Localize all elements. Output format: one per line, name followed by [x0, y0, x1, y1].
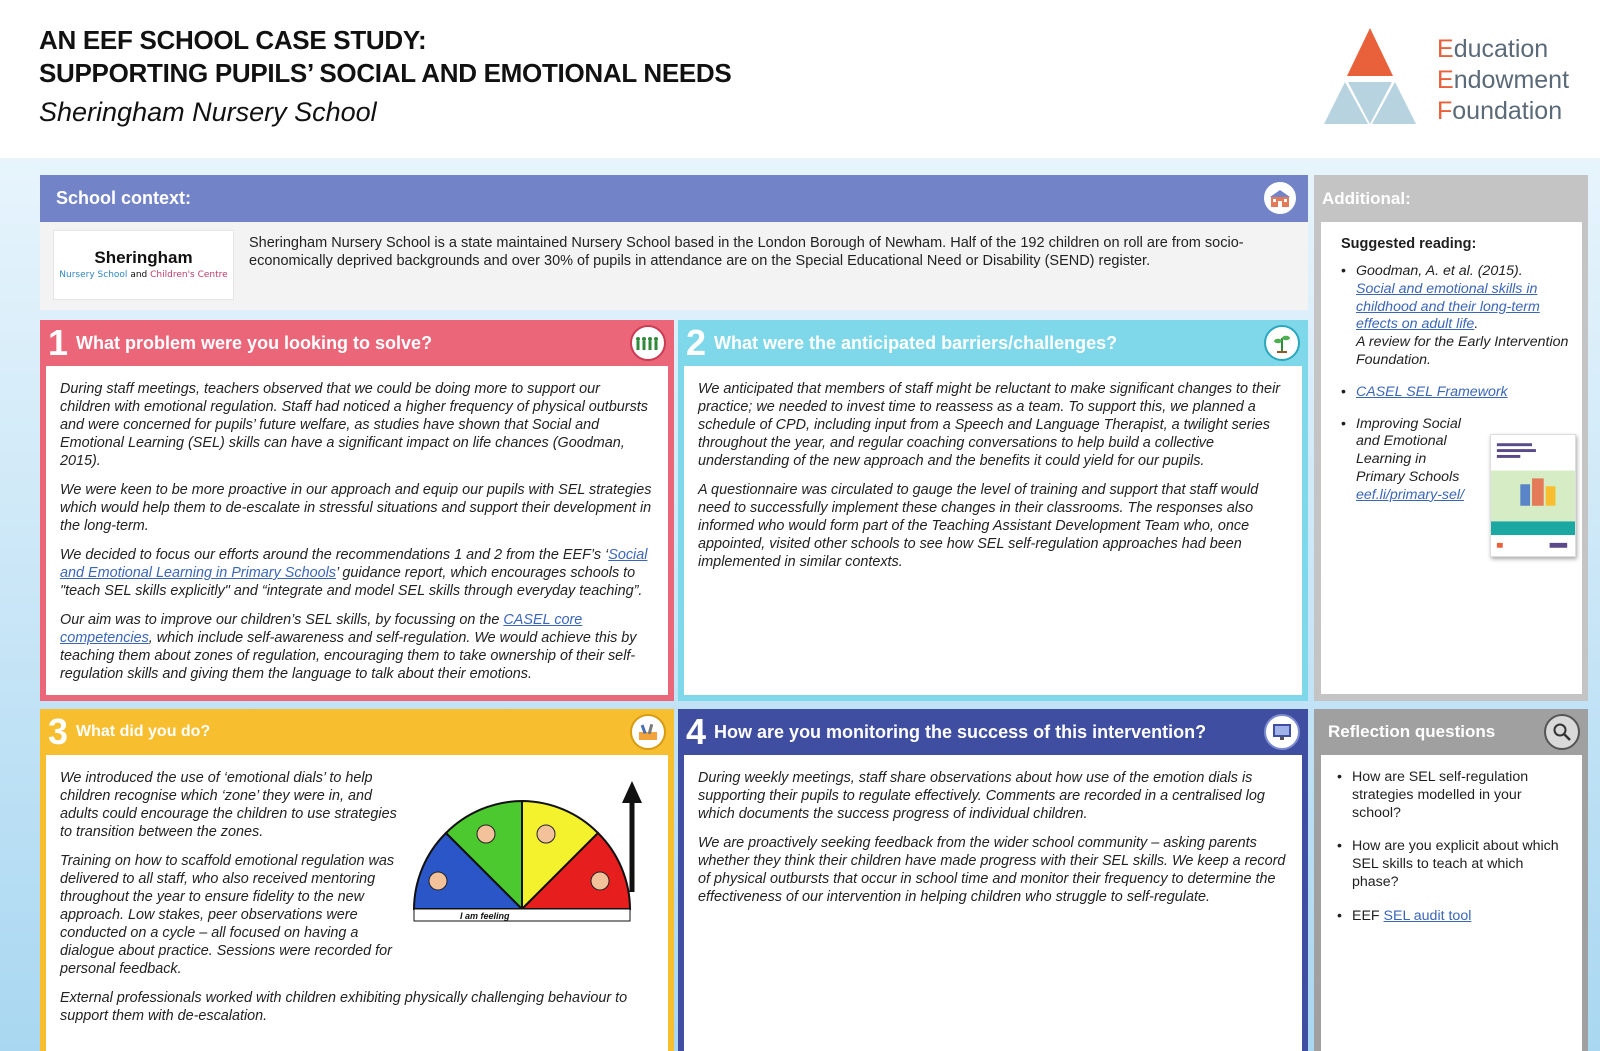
q1-paragraph-2: We were keen to be more proactive in our approach and equip our pupils with SEL strategies which would help them to de-escalate in stressful situations and support their development in the long-term.	[60, 482, 652, 534]
q1-paragraph-4: Our aim was to improve our children’s SEL skills, by focussing on the CASEL core competencies, which include self-awareness and self-regulation. We would achieve this by teaching them about zones of regulation, encouraging them to take ownership of their self-regulation skills and giving them the language to talk about their emotions.	[60, 612, 637, 682]
question-3-heading: What did you do?	[76, 723, 211, 740]
question-3-header	[40, 709, 674, 755]
question-1-number: 1	[48, 322, 69, 363]
reflection-heading: Reflection questions	[1328, 722, 1496, 741]
q3-paragraph-2: Training on how to scaffold emotional regulation was delivered to all staff, who also received mentoring throughout the year to ensure fidelity to the new approach. Low stakes, peer observations were conducted on a cycle – all focused on having a dialogue about practice. Sessions were recorded for personal feedback.	[60, 853, 395, 977]
additional-heading: Additional:	[1322, 188, 1411, 208]
emotional-dial-graphic	[410, 767, 650, 925]
reflection-question-2: • How are you explicit about which SEL skills to teach at which phase?	[1337, 838, 1567, 891]
goodman-link[interactable]: Social and emotional skills in childhood and their long-term effects on adult life	[1356, 280, 1540, 333]
reflection-question-3: • EEF SEL audit tool	[1337, 908, 1567, 926]
sel-audit-tool-link[interactable]: SEL audit tool	[1383, 907, 1472, 924]
school-name: Sheringham Nursery School	[39, 97, 377, 127]
q1-paragraph-3: We decided to focus our efforts around the recommendations 1 and 2 from the EEF’s ‘Social and Emotional Learning in Primary Schools’ guidance report, which encourages schools to "teach SEL skills explicitly" and “integrate and model SEL skills through everyday teaching”.	[60, 547, 648, 599]
question-4-header	[678, 709, 1308, 755]
reading-item-eef-guidance: • Improving Social and Emotional Learning in Primary Schools eef.li/primary-sel/	[1341, 416, 1471, 505]
question-3-panel	[40, 709, 674, 1051]
question-4-heading: How are you monitoring the success of this intervention?	[714, 721, 1207, 742]
reading-item-goodman: • Goodman, A. et al. (2015). Social and emotional skills in childhood and their long-term effects on adult life. A review for the Early Intervention Foundation.	[1341, 263, 1576, 370]
additional-content	[1321, 222, 1582, 694]
magnifier-icon	[1544, 714, 1580, 750]
reflection-questions-list	[1337, 769, 1567, 942]
question-3-number: 3	[48, 711, 69, 752]
additional-header	[1314, 175, 1588, 222]
page-header	[0, 0, 1600, 158]
additional-panel	[1314, 175, 1588, 701]
school-context-panel	[40, 175, 1308, 310]
people-icon	[630, 325, 666, 361]
question-2-number: 2	[686, 322, 707, 363]
question-1-heading: What problem were you looking to solve?	[76, 332, 433, 353]
question-1-header	[40, 320, 674, 366]
monitor-icon	[1264, 714, 1300, 750]
sel-guidance-report-link[interactable]: Social and Emotional Learning in Primary Schools	[60, 547, 648, 581]
reflection-panel	[1314, 709, 1588, 1051]
school-icon	[1262, 180, 1298, 216]
reflection-content	[1321, 755, 1582, 1051]
plant-icon	[1264, 325, 1300, 361]
reflection-question-1: • How are SEL self-regulation strategies modelled in your school?	[1337, 769, 1567, 822]
question-4-panel	[678, 709, 1308, 1051]
eef-logo-icon	[1320, 24, 1420, 128]
school-context-header	[40, 175, 1308, 222]
question-2-heading: What were the anticipated barriers/challenges?	[714, 332, 1118, 353]
question-2-panel	[678, 320, 1308, 701]
question-1-panel	[40, 320, 674, 701]
school-context-text: Sheringham Nursery School is a state maintained Nursery School based in the London Borough of Newham. Half of the 192 children on roll are from socio-economically deprived backgrounds and over 30% of pupils in attendance are on the Special Educational Need or Disability (SEND) register.	[249, 235, 1244, 269]
guidance-report-cover-image	[1490, 434, 1576, 557]
question-4-body	[684, 755, 1302, 1051]
sheringham-logo: Sheringham Nursery School and Children's Centre	[53, 230, 234, 300]
q2-paragraph-1: We anticipated that members of staff might be reluctant to make significant changes to their practice; we needed to invest time to reassess as a team. To support this, we planned a schedule of CPD, including input from a Speech and Language Therapist, a twilight series throughout the year, and regular coaching conversations to help build a collective understanding of the new approach and the benefits it could yield for our pupils.	[698, 381, 1281, 469]
emotional-dial-image	[410, 767, 650, 925]
page-title-line1: AN EEF SCHOOL CASE STUDY:	[39, 25, 427, 55]
school-context-heading: School context:	[56, 188, 192, 208]
eef-logo-text: Education Endowment Foundation	[1437, 35, 1570, 125]
tools-icon	[630, 714, 666, 750]
q3-paragraph-1: We introduced the use of ‘emotional dials’ to help children recognise which ‘zone’ they were in, and adults could encourage the children to use strategies to transition between the zones.	[60, 770, 397, 840]
reading-item-casel	[1341, 384, 1576, 402]
q4-paragraph-1: During weekly meetings, staff share observations about how use of the emotion dials is supporting their pupils to regulate effectively. Comments are recorded in a centralised log which documents the success progress of individual children.	[698, 770, 1265, 822]
question-2-header	[678, 320, 1308, 366]
suggested-reading-title: Suggested reading:	[1341, 236, 1477, 252]
question-4-number: 4	[686, 711, 707, 752]
casel-framework-link[interactable]: CASEL SEL Framework	[1356, 383, 1508, 400]
question-1-body	[46, 366, 668, 695]
eef-primary-sel-link[interactable]: eef.li/primary-sel/	[1356, 486, 1465, 503]
dial-label: I am feeling	[460, 911, 510, 921]
q2-paragraph-2: A questionnaire was circulated to gauge the level of training and support that staff would need to successfully implement these changes in their classrooms. The responses also informed who would form part of the Teaching Assistant Development Team who, once appointed, visited other schools to see how SEL self-regulation approaches had been implemented in similar contexts.	[698, 482, 1259, 570]
question-2-body	[684, 366, 1302, 695]
q1-paragraph-1: During staff meetings, teachers observed that we could be doing more to support our children with emotional regulation. Staff had noticed a higher frequency of physical outbursts and were concerned for pupils’ future welfare, as studies have shown that Social and Emotional Learning (SEL) skills can have a significant impact on life chances (Goodman, 2015).	[60, 381, 648, 469]
page-title-line2: SUPPORTING PUPILS’ SOCIAL AND EMOTIONAL NEEDS	[39, 58, 732, 88]
q3-paragraph-3: External professionals worked with children exhibiting physically challenging behaviour to support them with de-escalation.	[60, 990, 628, 1024]
question-3-body	[46, 755, 668, 1051]
q4-paragraph-2: We are proactively seeking feedback from the wider school community – asking parents whether they think their children have made progress with their SEL skills. We keep a record of physical outbursts that occur in school time and monitor their frequency to determine the effectiveness of our intervention in helping children who struggle to self-regulate.	[698, 835, 1286, 905]
casel-core-competencies-link[interactable]: CASEL core competencies	[60, 612, 583, 646]
reflection-header	[1314, 709, 1588, 755]
